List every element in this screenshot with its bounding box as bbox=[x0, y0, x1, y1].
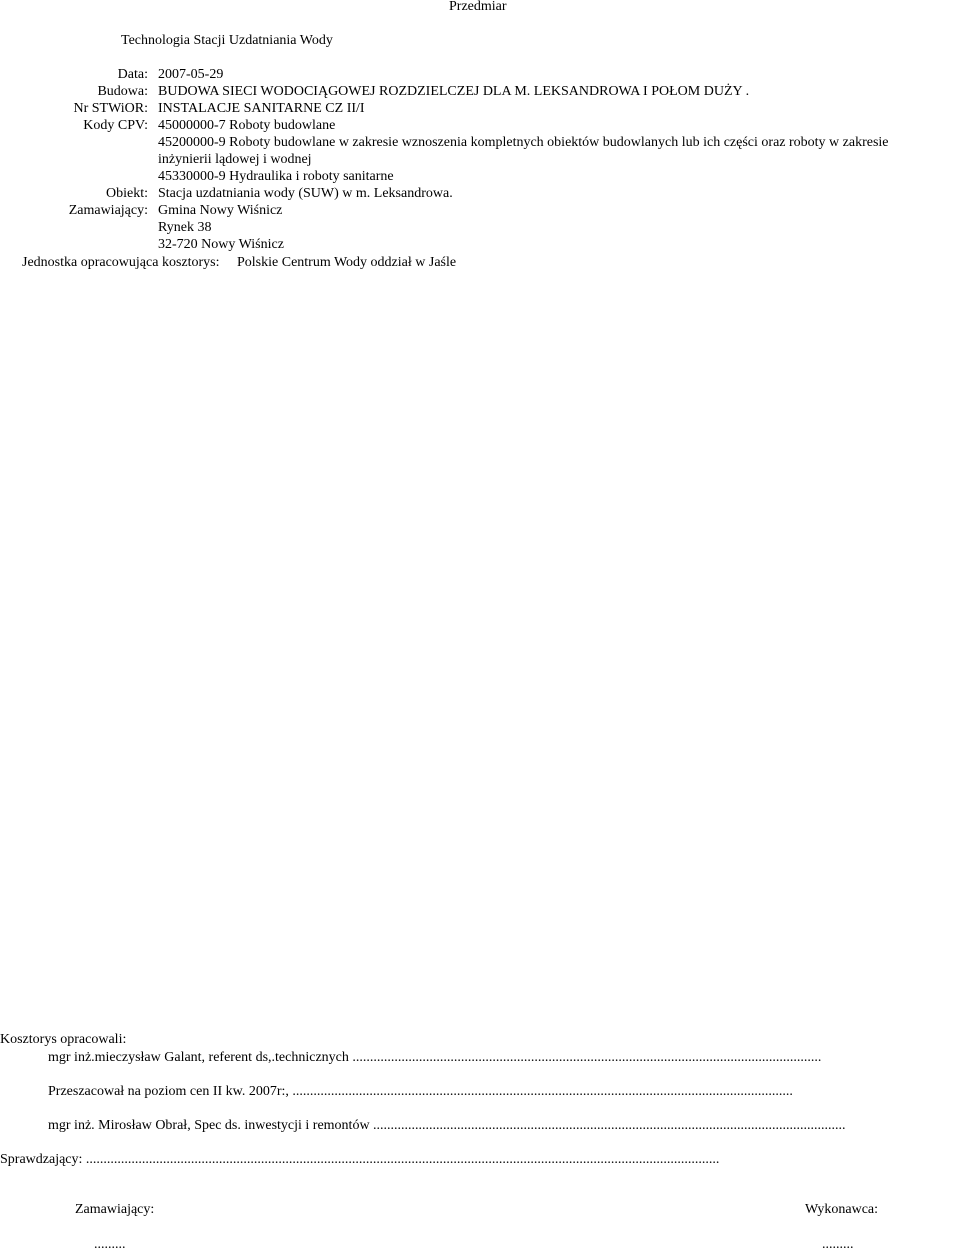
signature-person-2: mgr inż. Mirosław Obrał, Spec ds. inwestycji i remontów ....................................................................................................................................... bbox=[48, 1118, 846, 1133]
footer-zamawiajacy-label: Zamawiający: bbox=[75, 1202, 155, 1217]
budowa-label: Budowa: bbox=[97, 84, 148, 99]
data-label: Data: bbox=[117, 67, 148, 82]
nr-stwior-label: Nr STWiOR: bbox=[73, 101, 148, 116]
kody-cpv-line-1: 45000000-7 Roboty budowlane bbox=[158, 118, 336, 133]
jednostka-value: Polskie Centrum Wody oddział w Jaśle bbox=[237, 255, 457, 270]
zamawiajacy-line-3: 32-720 Nowy Wiśnicz bbox=[158, 237, 284, 252]
kody-cpv-line-4: 45330000-9 Hydraulika i roboty sanitarne bbox=[158, 169, 394, 184]
signature-person-1: mgr inż.mieczysław Galant, referent ds,.technicznych ...................................................................................................................................... bbox=[48, 1050, 822, 1065]
signature-sprawdzajacy: Sprawdzający: ..................................................................................................................................................................................... bbox=[0, 1152, 720, 1167]
zamawiajacy-line-1: Gmina Nowy Wiśnicz bbox=[158, 203, 283, 218]
kody-cpv-line-3: inżynierii lądowej i wodnej bbox=[158, 152, 312, 167]
data-value: 2007-05-29 bbox=[158, 67, 224, 82]
kosztorys-opracowali-label: Kosztorys opracowali: bbox=[0, 1032, 127, 1047]
zamawiajacy-line-2: Rynek 38 bbox=[158, 220, 212, 235]
footer-zamawiajacy-dots: ......... bbox=[94, 1237, 126, 1252]
signature-revaluation: Przeszacował na poziom cen II kw. 2007r:, ............................................................................................................................................... bbox=[48, 1084, 793, 1099]
kody-cpv-label: Kody CPV: bbox=[83, 118, 148, 133]
budowa-value: BUDOWA SIECI WODOCIĄGOWEJ ROZDZIELCZEJ DLA M. LEKSANDROWA I POŁOM DUŻY . bbox=[158, 84, 750, 99]
kody-cpv-line-2: 45200000-9 Roboty budowlane w zakresie wznoszenia kompletnych obiektów budowlanych lub ich części oraz roboty w zakresie bbox=[158, 135, 889, 150]
document-title: Technologia Stacji Uzdatniania Wody bbox=[121, 33, 333, 48]
nr-stwior-value: INSTALACJE SANITARNE CZ II/I bbox=[158, 101, 365, 116]
footer-wykonawca-dots: ......... bbox=[822, 1237, 854, 1252]
document-type-heading: Przedmiar bbox=[449, 0, 507, 14]
obiekt-value: Stacja uzdatniania wody (SUW) w m. Leksandrowa. bbox=[158, 186, 453, 201]
footer-wykonawca-label: Wykonawca: bbox=[805, 1202, 879, 1217]
obiekt-label: Obiekt: bbox=[106, 186, 148, 201]
zamawiajacy-label: Zamawiający: bbox=[68, 203, 148, 218]
jednostka-label: Jednostka opracowująca kosztorys: bbox=[22, 255, 220, 270]
